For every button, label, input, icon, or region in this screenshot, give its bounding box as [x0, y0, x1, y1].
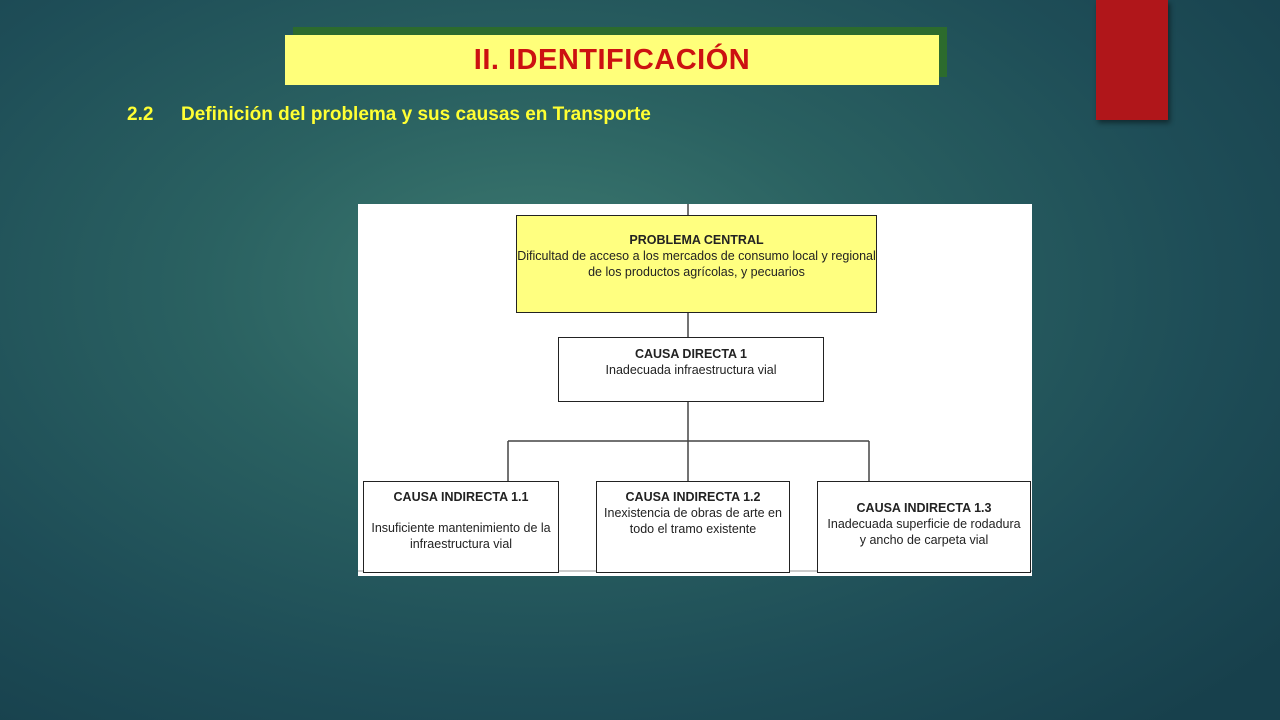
problem-tree-diagram: [358, 204, 1032, 576]
direct-cause-box: [558, 337, 824, 402]
central-problem-text: Dificultad de acceso a los mercados de consumo local y regional de los productos agrícolas, y pecuarios: [517, 249, 876, 279]
indirect-cause-heading: CAUSA INDIRECTA 1.3: [856, 501, 992, 515]
indirect-cause-text: Insuficiente mantenimiento de la infraestructura vial: [371, 521, 551, 551]
indirect-cause-text: Inexistencia de obras de arte en todo el tramo existente: [604, 506, 782, 536]
subtitle-text: Definición del problema y sus causas en Transporte: [181, 104, 651, 125]
indirect-cause-box-1-2: [596, 481, 790, 573]
indirect-cause-text: Inadecuada superficie de rodadura y ancho de carpeta vial: [827, 517, 1021, 547]
direct-cause-heading: CAUSA DIRECTA 1: [634, 347, 748, 361]
central-problem-heading: PROBLEMA CENTRAL: [629, 233, 764, 247]
slide-title: II. IDENTIFICACIÓN: [473, 43, 751, 76]
direct-cause-text: Inadecuada infraestructura vial: [605, 363, 777, 377]
indirect-cause-heading: CAUSA INDIRECTA 1.1: [393, 490, 529, 504]
central-problem-box: [516, 215, 877, 313]
indirect-cause-box-1-3: [817, 481, 1031, 573]
subtitle-number: 2.2: [127, 104, 154, 125]
indirect-cause-heading: CAUSA INDIRECTA 1.2: [625, 490, 761, 504]
indirect-cause-box-1-1: [363, 481, 559, 573]
red-accent-tab: [1096, 0, 1168, 120]
slide-subtitle: [127, 104, 651, 126]
title-banner: [285, 35, 939, 85]
